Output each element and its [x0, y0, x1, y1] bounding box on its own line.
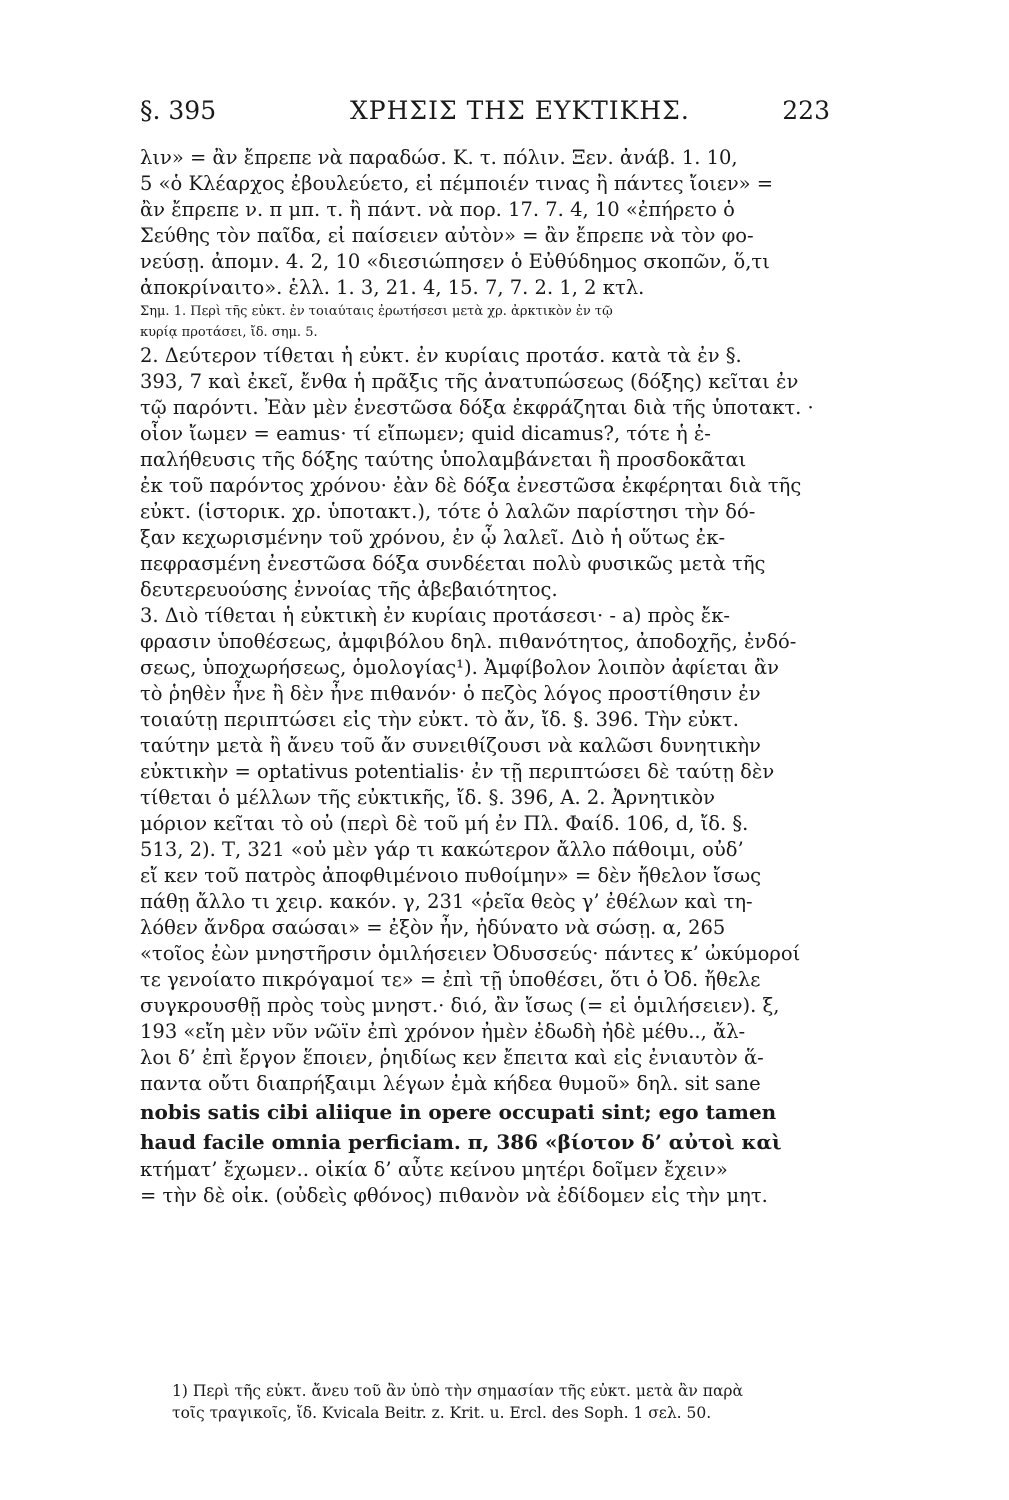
text-line: Σεύθης τὸν παῖδα, εἰ παίσειεν αὐτὸν» = ἂν ἔπρεπε νὰ τὸν φο- — [140, 224, 754, 247]
text-line: 5 «ὁ Κλέαρχος ἐβουλεύετο, εἰ πέμποιέν τινας ἢ πάντες ἴοιεν» = — [140, 172, 774, 195]
text-line: τε γενοίατο πικρόγαμοί τε» = ἐπὶ τῇ ὑποθέσει, ὅτι ὁ Ὀδ. ἤθελε — [140, 968, 761, 991]
text-line: νεύσῃ. ἀπομν. 4. 2, 10 «διεσιώπησεν ὁ Εὐθύδημος σκοπῶν, ὅ,τι — [140, 250, 770, 273]
text-line: δευτερευούσης ἐννοίας τῆς ἀβεβαιότητος. — [140, 578, 558, 601]
text-line: ξαν κεχωρισμένην τοῦ χρόνου, ἐν ᾧ λαλεῖ. Διὸ ἡ οὕτως ἐκ- — [140, 526, 726, 549]
latin-line: haud facile omnia perficiam. π, 386 «βίοτον δ’ αὐτοὶ καὶ — [140, 1130, 782, 1154]
text-line: τίθεται ὁ μέλλων τῆς εὐκτικῆς, ἴδ. §. 396, A. 2. Ἀρνητικὸν — [140, 786, 715, 809]
page-number: 223 — [782, 96, 830, 125]
text-line: φρασιν ὑποθέσεως, ἀμφιβόλου δηλ. πιθανότητος, ἀποδοχῆς, ἐνδό- — [140, 630, 797, 653]
text-line: πάθῃ ἄλλο τι χειρ. κακόν. γ, 231 «ῥεῖα θεὸς γ’ ἐθέλων καὶ τη- — [140, 890, 753, 913]
text-line: λόθεν ἄνδρα σαώσαι» = ἐξὸν ἦν, ἠδύνατο νὰ σώσῃ. α, 265 — [140, 916, 726, 939]
text-line: τοιαύτῃ περιπτώσει εἰς τὴν εὐκτ. τὸ ἄν, ἴδ. §. 396. Τὴν εὐκτ. — [140, 708, 739, 731]
text-line: λιν» = ἂν ἔπρεπε νὰ παραδώσ. Κ. τ. πόλιν. Ξεν. ἀνάβ. 1. 10, — [140, 146, 738, 169]
text-line: συγκρουσθῇ πρὸς τοὺς μνηστ.· διό, ἂν ἴσως (= εἰ ὁμιλήσειεν). ξ, — [140, 994, 780, 1017]
text-line: κτήματ’ ἔχωμεν.. οἰκία δ’ αὖτε κείνου μητέρι δοῖμεν ἔχειν» — [140, 1158, 728, 1181]
text-line: 393, 7 καὶ ἐκεῖ, ἔνθα ἡ πρᾶξις τῆς ἀνατυπώσεως (δόξης) κεῖται ἐν — [140, 370, 799, 393]
footnote-line: τοῖς τραγικοῖς, ἴδ. Kvicala Beitr. z. Krit. u. Ercl. des Soph. 1 σελ. 50. — [172, 1404, 712, 1422]
text-line: 3. Διὸ τίθεται ἡ εὐκτικὴ ἐν κυρίαις προτάσεσι· - a) πρὸς ἔκ- — [140, 604, 731, 627]
text-line: εὐκτικὴν = optativus potentialis· ἐν τῇ περιπτώσει δὲ ταύτῃ δὲν — [140, 760, 775, 783]
text-line: 513, 2). Τ, 321 «οὐ μὲν γάρ τι κακώτερον ἄλλο πάθοιμι, οὐδ’ — [140, 838, 744, 861]
text-line: πεφρασμένη ἐνεστῶσα δόξα συνδέεται πολὺ φυσικῶς μετὰ τῆς — [140, 552, 766, 575]
footnote-line: 1) Περὶ τῆς εὐκτ. ἄνευ τοῦ ἂν ὑπὸ τὴν σημασίαν τῆς εὐκτ. μετὰ ἂν παρὰ — [172, 1382, 744, 1400]
text-line: «τοῖος ἐὼν μνηστῆρσιν ὁμιλήσειεν Ὀδυσσεύς· πάντες κ’ ὠκύμοροί — [140, 942, 801, 965]
text-line: παντα οὔτι διαπρήξαιμι λέγων ἐμὰ κήδεα θυμοῦ» δηλ. sit sane — [140, 1072, 761, 1095]
note-line: κυρίᾳ προτάσει, ἴδ. σημ. 5. — [140, 325, 318, 340]
text-line: τὸ ῥηθὲν ἦνε ἢ δὲν ἦνε πιθανόν· ὁ πεζὸς λόγος προστίθησιν ἐν — [140, 682, 761, 705]
text-line: μόριον κεῖται τὸ οὐ (περὶ δὲ τοῦ μή ἐν Πλ. Φαίδ. 106, d, ἴδ. §. — [140, 812, 749, 835]
text-line: οἷον ἴωμεν = eamus· τί εἴπωμεν; quid dicamus?, τότε ἡ ἐ- — [140, 422, 711, 445]
footnotes — [172, 1380, 832, 1424]
text-line: ἂν ἔπρεπε ν. π μπ. τ. ἢ πάντ. νὰ πορ. 17. 7. 4, 10 «ἐπήρετο ὁ — [140, 198, 735, 221]
text-line: εἴ κεν τοῦ πατρὸς ἀποφθιμένοιο πυθοίμην» = δὲν ἤθελον ἴσως — [140, 864, 762, 887]
text-line: = τὴν δὲ οἰκ. (οὐδεὶς φθόνος) πιθανὸν νὰ ἐδίδομεν εἰς τὴν μητ. — [140, 1184, 768, 1207]
section-number: §. 395 — [140, 96, 217, 125]
text-line: 193 «εἴη μὲν νῦν νῶϊν ἐπὶ χρόνον ἠμὲν ἐδωδὴ ἠδὲ μέθυ.., ἄλ- — [140, 1020, 746, 1043]
running-header — [140, 96, 830, 136]
running-title: ΧΡΗΣΙΣ ΤΗΣ ΕΥΚΤΙΚΗΣ. — [350, 96, 690, 125]
main-text — [140, 145, 830, 1209]
text-line: εὐκτ. (ἱστορικ. χρ. ὑποτακτ.), τότε ὁ λαλῶν παρίστησι τὴν δό- — [140, 500, 756, 523]
text-line: 2. Δεύτερον τίθεται ἡ εὐκτ. ἐν κυρίαις προτάσ. κατὰ τὰ ἐν §. — [140, 344, 742, 367]
text-line: ἐκ τοῦ παρόντος χρόνου· ἐὰν δὲ δόξα ἐνεστῶσα ἐκφέρηται διὰ τῆς — [140, 474, 802, 497]
text-line: ἀποκρίναιτο». ἑλλ. 1. 3, 21. 4, 15. 7, 7. 2. 1, 2 κτλ. — [140, 276, 645, 299]
latin-line: nobis satis cibi aliique in opere occupati sint; ego tamen — [140, 1100, 777, 1124]
text-line: σεως, ὑποχωρήσεως, ὁμολογίας¹). Ἀμφίβολον λοιπὸν ἀφίεται ἂν — [140, 656, 779, 679]
text-line: παλήθευσις τῆς δόξης ταύτης ὑπολαμβάνεται ἢ προσδοκᾶται — [140, 448, 747, 471]
text-line: τῷ παρόντι. Ἐὰν μὲν ἐνεστῶσα δόξα ἐκφράζηται διὰ τῆς ὑποτακτ. · — [140, 396, 814, 419]
note-line: Σημ. 1. Περὶ τῆς εὐκτ. ἐν τοιαύταις ἐρωτήσεσι μετὰ χρ. ἀρκτικὸν ἐν τῷ — [140, 304, 613, 319]
text-line: λοι δ’ ἐπὶ ἔργον ἕποιεν, ῥηιδίως κεν ἔπειτα καὶ εἰς ἐνιαυτὸν ἅ- — [140, 1046, 764, 1069]
text-line: ταύτην μετὰ ἢ ἄνευ τοῦ ἄν συνειθίζουσι νὰ καλῶσι δυνητικὴν — [140, 734, 761, 757]
